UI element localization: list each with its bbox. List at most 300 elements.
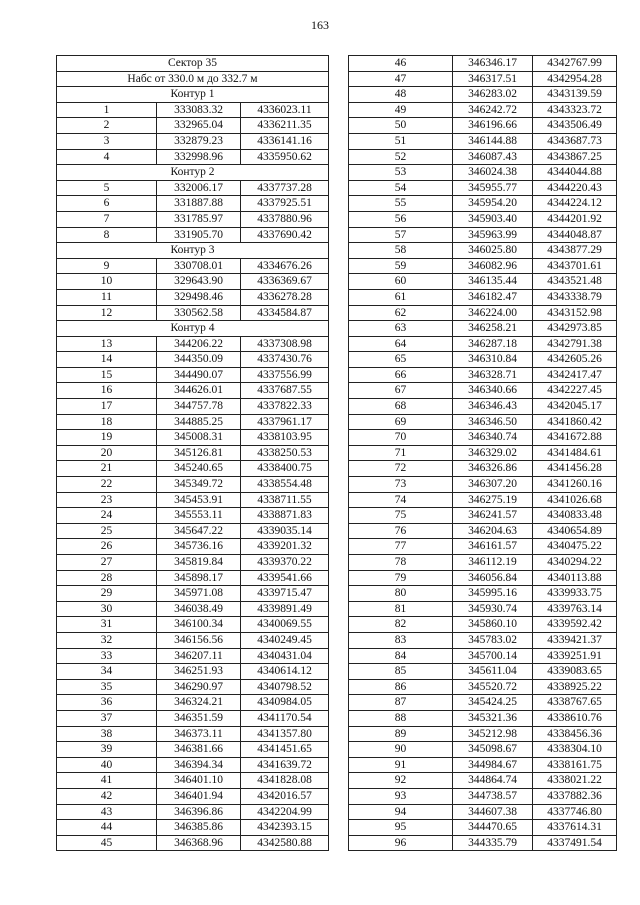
y-coordinate: 4338711.55 — [241, 492, 329, 508]
y-coordinate: 4341828.08 — [241, 773, 329, 789]
point-number: 81 — [349, 601, 453, 617]
y-coordinate: 4343152.98 — [533, 305, 617, 321]
point-number: 32 — [57, 632, 157, 648]
x-coordinate: 345903.40 — [453, 211, 533, 227]
y-coordinate: 4337822.33 — [241, 399, 329, 415]
point-number: 43 — [57, 804, 157, 820]
y-coordinate: 4338925.22 — [533, 679, 617, 695]
x-coordinate: 345971.08 — [157, 586, 241, 602]
table-row — [57, 367, 329, 383]
x-coordinate: 344626.01 — [157, 383, 241, 399]
x-coordinate: 346056.84 — [453, 570, 533, 586]
point-number: 94 — [349, 804, 453, 820]
table-row — [57, 804, 329, 820]
table-row — [57, 133, 329, 149]
point-number: 29 — [57, 586, 157, 602]
point-number: 30 — [57, 601, 157, 617]
point-number: 40 — [57, 757, 157, 773]
left-coordinate-table — [56, 55, 329, 851]
x-coordinate: 332879.23 — [157, 133, 241, 149]
y-coordinate: 4337882.36 — [533, 788, 617, 804]
x-coordinate: 330562.58 — [157, 305, 241, 321]
y-coordinate: 4338871.83 — [241, 508, 329, 524]
table-row — [349, 523, 617, 539]
x-coordinate: 346275.19 — [453, 492, 533, 508]
point-number: 11 — [57, 289, 157, 305]
point-number: 4 — [57, 149, 157, 165]
x-coordinate: 346340.66 — [453, 383, 533, 399]
table-row — [349, 477, 617, 493]
x-coordinate: 329498.46 — [157, 289, 241, 305]
y-coordinate: 4339763.14 — [533, 601, 617, 617]
x-coordinate: 345453.91 — [157, 492, 241, 508]
table-row — [349, 56, 617, 72]
table-row — [349, 757, 617, 773]
point-number: 23 — [57, 492, 157, 508]
x-coordinate: 346161.57 — [453, 539, 533, 555]
point-number: 76 — [349, 523, 453, 539]
table-row — [349, 118, 617, 134]
point-number: 73 — [349, 477, 453, 493]
x-coordinate: 346204.63 — [453, 523, 533, 539]
elevation-range: Набс от 330.0 м до 332.7 м — [57, 71, 329, 87]
table-row — [349, 383, 617, 399]
y-coordinate: 4343867.25 — [533, 149, 617, 165]
x-coordinate: 333083.32 — [157, 102, 241, 118]
table-row — [57, 492, 329, 508]
y-coordinate: 4343877.29 — [533, 243, 617, 259]
x-coordinate: 345349.72 — [157, 477, 241, 493]
table-row — [349, 430, 617, 446]
sector-title: Сектор 35 — [57, 56, 329, 72]
point-number: 95 — [349, 820, 453, 836]
point-number: 16 — [57, 383, 157, 399]
y-coordinate: 4339251.91 — [533, 648, 617, 664]
point-number: 22 — [57, 477, 157, 493]
table-row — [349, 305, 617, 321]
y-coordinate: 4342016.57 — [241, 788, 329, 804]
y-coordinate: 4340614.12 — [241, 664, 329, 680]
y-coordinate: 4338456.36 — [533, 726, 617, 742]
table-row — [57, 430, 329, 446]
x-coordinate: 345553.11 — [157, 508, 241, 524]
y-coordinate: 4342973.85 — [533, 321, 617, 337]
y-coordinate: 4344224.12 — [533, 196, 617, 212]
table-row — [349, 726, 617, 742]
point-number: 70 — [349, 430, 453, 446]
y-coordinate: 4338304.10 — [533, 742, 617, 758]
table-row — [57, 664, 329, 680]
y-coordinate: 4337746.80 — [533, 804, 617, 820]
table-row — [349, 788, 617, 804]
y-coordinate: 4337880.96 — [241, 211, 329, 227]
table-row — [349, 227, 617, 243]
table-row — [349, 336, 617, 352]
point-number: 26 — [57, 539, 157, 555]
y-coordinate: 4341170.54 — [241, 710, 329, 726]
y-coordinate: 4337491.54 — [533, 835, 617, 851]
point-number: 91 — [349, 757, 453, 773]
x-coordinate: 344607.38 — [453, 804, 533, 820]
y-coordinate: 4337308.98 — [241, 336, 329, 352]
point-number: 87 — [349, 695, 453, 711]
table-row — [349, 289, 617, 305]
table-row — [57, 617, 329, 633]
point-number: 28 — [57, 570, 157, 586]
x-coordinate: 346328.71 — [453, 367, 533, 383]
x-coordinate: 345860.10 — [453, 617, 533, 633]
y-coordinate: 4339201.32 — [241, 539, 329, 555]
y-coordinate: 4340294.22 — [533, 555, 617, 571]
x-coordinate: 346251.93 — [157, 664, 241, 680]
table-row — [57, 555, 329, 571]
table-row — [57, 399, 329, 415]
x-coordinate: 344984.67 — [453, 757, 533, 773]
table-row — [349, 664, 617, 680]
x-coordinate: 345930.74 — [453, 601, 533, 617]
point-number: 72 — [349, 461, 453, 477]
point-number: 50 — [349, 118, 453, 134]
table-row — [57, 835, 329, 851]
x-coordinate: 346038.49 — [157, 601, 241, 617]
table-row — [349, 555, 617, 571]
table-row — [349, 399, 617, 415]
point-number: 90 — [349, 742, 453, 758]
x-coordinate: 345098.67 — [453, 742, 533, 758]
x-coordinate: 331905.70 — [157, 227, 241, 243]
contour-label-row — [57, 321, 329, 337]
point-number: 6 — [57, 196, 157, 212]
table-row — [349, 414, 617, 430]
point-number: 67 — [349, 383, 453, 399]
point-number: 75 — [349, 508, 453, 524]
point-number: 21 — [57, 461, 157, 477]
contour-label: Контур 1 — [57, 87, 329, 103]
y-coordinate: 4343521.48 — [533, 274, 617, 290]
table-row — [349, 258, 617, 274]
table-row — [57, 570, 329, 586]
point-number: 59 — [349, 258, 453, 274]
table-row — [57, 820, 329, 836]
x-coordinate: 345520.72 — [453, 679, 533, 695]
table-row — [349, 679, 617, 695]
table-row — [57, 227, 329, 243]
x-coordinate: 331785.97 — [157, 211, 241, 227]
table-row — [349, 102, 617, 118]
x-coordinate: 345954.20 — [453, 196, 533, 212]
y-coordinate: 4338021.22 — [533, 773, 617, 789]
contour-label: Контур 4 — [57, 321, 329, 337]
point-number: 38 — [57, 726, 157, 742]
x-coordinate: 346329.02 — [453, 445, 533, 461]
y-coordinate: 4343687.73 — [533, 133, 617, 149]
contour-label-row — [57, 87, 329, 103]
y-coordinate: 4342767.99 — [533, 56, 617, 72]
point-number: 45 — [57, 835, 157, 851]
table-row — [57, 274, 329, 290]
point-number: 86 — [349, 679, 453, 695]
table-row — [57, 149, 329, 165]
y-coordinate: 4339083.65 — [533, 664, 617, 680]
table-row — [349, 617, 617, 633]
x-coordinate: 346024.38 — [453, 165, 533, 181]
y-coordinate: 4342393.15 — [241, 820, 329, 836]
table-row — [349, 508, 617, 524]
table-row — [57, 788, 329, 804]
point-number: 74 — [349, 492, 453, 508]
y-coordinate: 4342204.99 — [241, 804, 329, 820]
point-number: 35 — [57, 679, 157, 695]
table-row — [57, 648, 329, 664]
x-coordinate: 344757.78 — [157, 399, 241, 415]
table-row — [57, 383, 329, 399]
x-coordinate: 330708.01 — [157, 258, 241, 274]
table-row — [349, 492, 617, 508]
x-coordinate: 332006.17 — [157, 180, 241, 196]
point-number: 24 — [57, 508, 157, 524]
point-number: 63 — [349, 321, 453, 337]
point-number: 18 — [57, 414, 157, 430]
y-coordinate: 4338610.76 — [533, 710, 617, 726]
y-coordinate: 4336369.67 — [241, 274, 329, 290]
y-coordinate: 4338554.48 — [241, 477, 329, 493]
point-number: 41 — [57, 773, 157, 789]
table-row — [57, 305, 329, 321]
point-number: 25 — [57, 523, 157, 539]
y-coordinate: 4341484.61 — [533, 445, 617, 461]
table-row — [349, 586, 617, 602]
x-coordinate: 345898.17 — [157, 570, 241, 586]
y-coordinate: 4344201.92 — [533, 211, 617, 227]
y-coordinate: 4336211.35 — [241, 118, 329, 134]
point-number: 44 — [57, 820, 157, 836]
y-coordinate: 4341357.80 — [241, 726, 329, 742]
x-coordinate: 332965.04 — [157, 118, 241, 134]
y-coordinate: 4336278.28 — [241, 289, 329, 305]
table-row — [349, 648, 617, 664]
x-coordinate: 346368.96 — [157, 835, 241, 851]
y-coordinate: 4341860.42 — [533, 414, 617, 430]
x-coordinate: 346346.43 — [453, 399, 533, 415]
table-row — [57, 461, 329, 477]
y-coordinate: 4337687.55 — [241, 383, 329, 399]
y-coordinate: 4336141.16 — [241, 133, 329, 149]
point-number: 3 — [57, 133, 157, 149]
table-row — [57, 445, 329, 461]
point-number: 92 — [349, 773, 453, 789]
table-row — [57, 695, 329, 711]
point-number: 89 — [349, 726, 453, 742]
x-coordinate: 346144.88 — [453, 133, 533, 149]
point-number: 85 — [349, 664, 453, 680]
table-row — [57, 180, 329, 196]
table-row — [349, 149, 617, 165]
y-coordinate: 4342605.26 — [533, 352, 617, 368]
y-coordinate: 4342417.47 — [533, 367, 617, 383]
table-row — [349, 742, 617, 758]
point-number: 49 — [349, 102, 453, 118]
x-coordinate: 345700.14 — [453, 648, 533, 664]
table-row — [57, 757, 329, 773]
x-coordinate: 344864.74 — [453, 773, 533, 789]
point-number: 10 — [57, 274, 157, 290]
point-number: 68 — [349, 399, 453, 415]
y-coordinate: 4337556.99 — [241, 367, 329, 383]
x-coordinate: 344335.79 — [453, 835, 533, 851]
y-coordinate: 4341260.16 — [533, 477, 617, 493]
y-coordinate: 4341456.28 — [533, 461, 617, 477]
y-coordinate: 4338767.65 — [533, 695, 617, 711]
x-coordinate: 346310.84 — [453, 352, 533, 368]
point-number: 39 — [57, 742, 157, 758]
x-coordinate: 344490.07 — [157, 367, 241, 383]
table-row — [349, 445, 617, 461]
y-coordinate: 4343701.61 — [533, 258, 617, 274]
x-coordinate: 346324.21 — [157, 695, 241, 711]
x-coordinate: 346401.94 — [157, 788, 241, 804]
y-coordinate: 4340475.22 — [533, 539, 617, 555]
x-coordinate: 345321.36 — [453, 710, 533, 726]
x-coordinate: 345424.25 — [453, 695, 533, 711]
y-coordinate: 4338250.53 — [241, 445, 329, 461]
y-coordinate: 4344048.87 — [533, 227, 617, 243]
x-coordinate: 345008.31 — [157, 430, 241, 446]
x-coordinate: 346373.11 — [157, 726, 241, 742]
x-coordinate: 346307.20 — [453, 477, 533, 493]
table-row — [349, 695, 617, 711]
x-coordinate: 346290.97 — [157, 679, 241, 695]
table-row — [349, 367, 617, 383]
x-coordinate: 346087.43 — [453, 149, 533, 165]
y-coordinate: 4334584.87 — [241, 305, 329, 321]
y-coordinate: 4337430.76 — [241, 352, 329, 368]
table-row — [349, 71, 617, 87]
x-coordinate: 346196.66 — [453, 118, 533, 134]
x-coordinate: 346241.57 — [453, 508, 533, 524]
point-number: 33 — [57, 648, 157, 664]
x-coordinate: 346283.02 — [453, 87, 533, 103]
contour-label-row — [57, 243, 329, 259]
point-number: 12 — [57, 305, 157, 321]
point-number: 27 — [57, 555, 157, 571]
point-number: 7 — [57, 211, 157, 227]
table-row — [349, 352, 617, 368]
y-coordinate: 4337614.31 — [533, 820, 617, 836]
x-coordinate: 346317.51 — [453, 71, 533, 87]
x-coordinate: 345783.02 — [453, 632, 533, 648]
x-coordinate: 346182.47 — [453, 289, 533, 305]
x-coordinate: 345647.22 — [157, 523, 241, 539]
y-coordinate: 4335950.62 — [241, 149, 329, 165]
point-number: 57 — [349, 227, 453, 243]
x-coordinate: 346156.56 — [157, 632, 241, 648]
y-coordinate: 4339592.42 — [533, 617, 617, 633]
point-number: 54 — [349, 180, 453, 196]
table-row — [57, 539, 329, 555]
point-number: 64 — [349, 336, 453, 352]
y-coordinate: 4340654.89 — [533, 523, 617, 539]
point-number: 36 — [57, 695, 157, 711]
table-row — [349, 165, 617, 181]
point-number: 51 — [349, 133, 453, 149]
y-coordinate: 4343506.49 — [533, 118, 617, 134]
point-number: 77 — [349, 539, 453, 555]
table-row — [57, 196, 329, 212]
table-row — [57, 601, 329, 617]
table-row — [57, 773, 329, 789]
table-row — [57, 508, 329, 524]
table-row — [57, 352, 329, 368]
point-number: 5 — [57, 180, 157, 196]
x-coordinate: 344350.09 — [157, 352, 241, 368]
point-number: 17 — [57, 399, 157, 415]
point-number: 55 — [349, 196, 453, 212]
elevation-range-row — [57, 71, 329, 87]
x-coordinate: 346396.86 — [157, 804, 241, 820]
table-row — [57, 336, 329, 352]
point-number: 1 — [57, 102, 157, 118]
y-coordinate: 4338400.75 — [241, 461, 329, 477]
y-coordinate: 4343139.59 — [533, 87, 617, 103]
point-number: 34 — [57, 664, 157, 680]
x-coordinate: 345819.84 — [157, 555, 241, 571]
y-coordinate: 4342954.28 — [533, 71, 617, 87]
x-coordinate: 344885.25 — [157, 414, 241, 430]
x-coordinate: 346346.17 — [453, 56, 533, 72]
y-coordinate: 4340249.45 — [241, 632, 329, 648]
x-coordinate: 346025.80 — [453, 243, 533, 259]
point-number: 48 — [349, 87, 453, 103]
point-number: 56 — [349, 211, 453, 227]
table-row — [349, 87, 617, 103]
x-coordinate: 346082.96 — [453, 258, 533, 274]
y-coordinate: 4340431.04 — [241, 648, 329, 664]
y-coordinate: 4340984.05 — [241, 695, 329, 711]
table-row — [57, 523, 329, 539]
point-number: 61 — [349, 289, 453, 305]
contour-label: Контур 2 — [57, 165, 329, 181]
y-coordinate: 4338161.75 — [533, 757, 617, 773]
point-number: 60 — [349, 274, 453, 290]
x-coordinate: 346381.66 — [157, 742, 241, 758]
y-coordinate: 4337737.28 — [241, 180, 329, 196]
table-row — [349, 820, 617, 836]
point-number: 62 — [349, 305, 453, 321]
y-coordinate: 4343323.72 — [533, 102, 617, 118]
x-coordinate: 346385.86 — [157, 820, 241, 836]
table-row — [57, 211, 329, 227]
point-number: 15 — [57, 367, 157, 383]
point-number: 88 — [349, 710, 453, 726]
y-coordinate: 4339541.66 — [241, 570, 329, 586]
point-number: 69 — [349, 414, 453, 430]
point-number: 82 — [349, 617, 453, 633]
y-coordinate: 4340069.55 — [241, 617, 329, 633]
table-row — [349, 211, 617, 227]
table-row — [349, 196, 617, 212]
table-row — [57, 102, 329, 118]
point-number: 19 — [57, 430, 157, 446]
point-number: 96 — [349, 835, 453, 851]
point-number: 14 — [57, 352, 157, 368]
y-coordinate: 4342580.88 — [241, 835, 329, 851]
y-coordinate: 4339421.37 — [533, 632, 617, 648]
x-coordinate: 346100.34 — [157, 617, 241, 633]
point-number: 37 — [57, 710, 157, 726]
y-coordinate: 4337925.51 — [241, 196, 329, 212]
y-coordinate: 4342045.17 — [533, 399, 617, 415]
table-row — [349, 243, 617, 259]
